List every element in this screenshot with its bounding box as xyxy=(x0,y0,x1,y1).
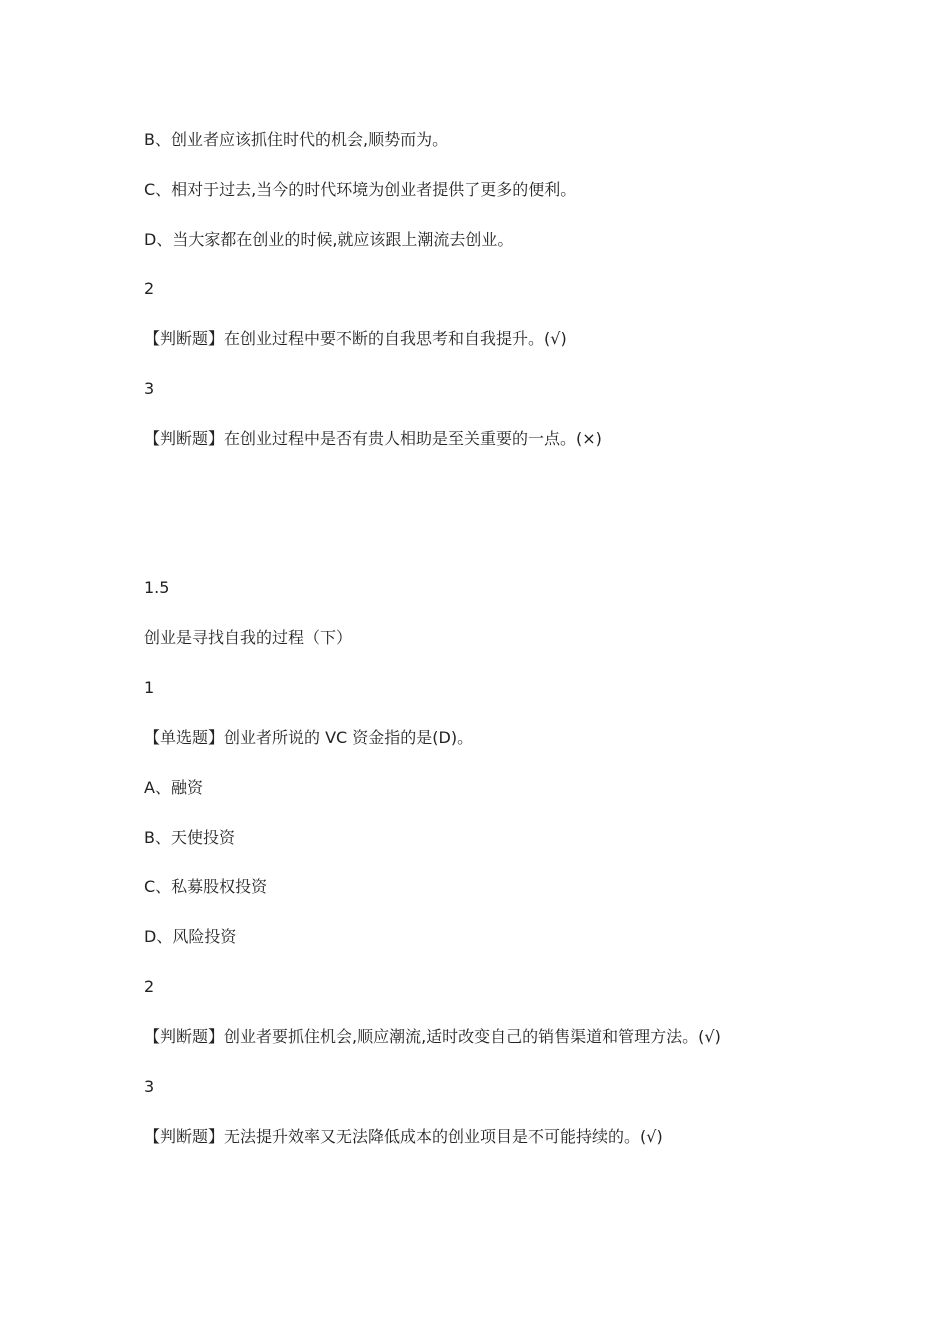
section-title: 创业是寻找自我的过程（下） xyxy=(144,628,353,647)
single-choice-question: 【单选题】创业者所说的 VC 资金指的是(D)。 xyxy=(144,728,474,747)
question-number: 3 xyxy=(144,1077,155,1096)
true-false-question: 【判断题】无法提升效率又无法降低成本的创业项目是不可能持续的。(√) xyxy=(144,1127,663,1146)
option-d-text: D、当大家都在创业的时候,就应该跟上潮流去创业。 xyxy=(144,230,514,249)
option-c-text: C、私募股权投资 xyxy=(144,877,268,896)
true-false-question: 【判断题】在创业过程中是否有贵人相助是至关重要的一点。(×) xyxy=(144,429,602,448)
section-number: 1.5 xyxy=(144,578,170,597)
question-number: 1 xyxy=(144,678,155,697)
option-a-text: A、融资 xyxy=(144,778,203,797)
question-number: 2 xyxy=(144,977,155,996)
option-c-text: C、相对于过去,当今的时代环境为创业者提供了更多的便利。 xyxy=(144,180,577,199)
option-d-text: D、风险投资 xyxy=(144,927,237,946)
option-b-text: B、天使投资 xyxy=(144,828,235,847)
question-number: 3 xyxy=(144,379,155,398)
true-false-question: 【判断题】创业者要抓住机会,顺应潮流,适时改变自己的销售渠道和管理方法。(√) xyxy=(144,1027,721,1046)
question-number: 2 xyxy=(144,279,155,298)
option-b-text: B、创业者应该抓住时代的机会,顺势而为。 xyxy=(144,130,449,149)
true-false-question: 【判断题】在创业过程中要不断的自我思考和自我提升。(√) xyxy=(144,329,567,348)
